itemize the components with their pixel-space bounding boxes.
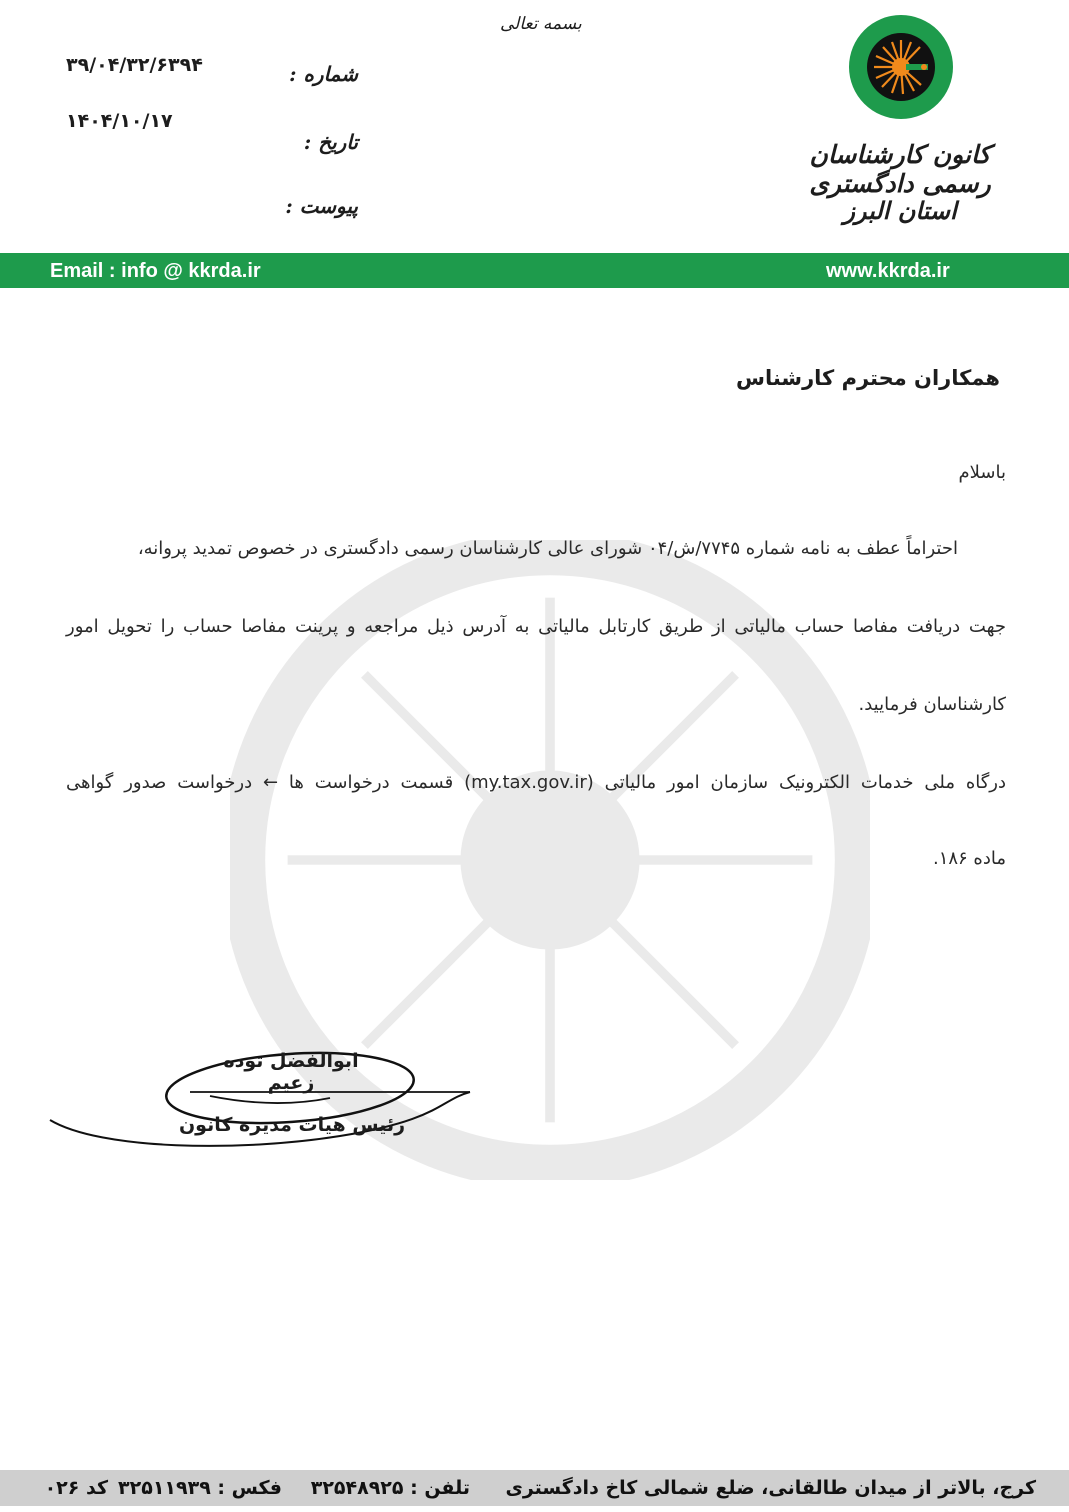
paragraph-1-line-3: کارشناسان فرمایید. (858, 694, 1006, 715)
signatory-title: رئیس هیات مدیره کانون (178, 1114, 406, 1136)
footer-code: کد ۰۲۶ (44, 1477, 108, 1499)
greeting: باسلام (958, 462, 1006, 483)
organization-name: کانون کارشناسان رسمی دادگستری (809, 140, 991, 198)
date-label: تاریخ : (303, 130, 358, 154)
sunburst-logo-icon (848, 14, 954, 120)
number-label: شماره : (289, 62, 358, 86)
email-text: Email : info @ kkrda.ir (50, 260, 261, 282)
paragraph-2-line-2: ماده ۱۸۶. (932, 848, 1006, 869)
bismillah: بسمه تعالی (500, 14, 582, 34)
salutation: همکاران محترم کارشناس (735, 366, 1000, 390)
footer-phone: تلفن : ۳۲۵۴۸۹۲۵ (310, 1477, 470, 1499)
organization-province: استان البرز (843, 196, 957, 225)
paragraph-1-line-2: جهت دریافت مفاصا حساب مالیاتی از طریق کارتابل مالیاتی به آدرس ذیل مراجعه و پرینت مفاصا حساب را تحویل امور (66, 616, 1006, 637)
letter-number: ۳۹/۰۴/۳۲/۶۳۹۴ (66, 54, 203, 76)
paragraph-1-line-1: احتراماً عطف به نامه شماره ۷۷۴۵/ش/۰۴ شورای عالی کارشناسان رسمی دادگستری در خصوص تمدید پروانه، (137, 538, 958, 559)
signatory-name: ابوالفضل توده زعیم (223, 1050, 359, 1094)
footer-address: کرج، بالاتر از میدان طالقانی، ضلع شمالی کاخ دادگستری (505, 1477, 1036, 1499)
paragraph-2-line-1: درگاه ملی خدمات الکترونیک سازمان امور مالیاتی (my.tax.gov.ir) قسمت درخواست ها ← درخواست صدور گواهی (66, 772, 1007, 793)
attachment-label: پیوست : (285, 194, 358, 218)
letter-date: ۱۴۰۴/۱۰/۱۷ (66, 110, 173, 132)
footer-fax: فکس : ۳۲۵۱۱۹۳۹ (118, 1477, 282, 1499)
website-text: www.kkrda.ir (826, 260, 950, 282)
